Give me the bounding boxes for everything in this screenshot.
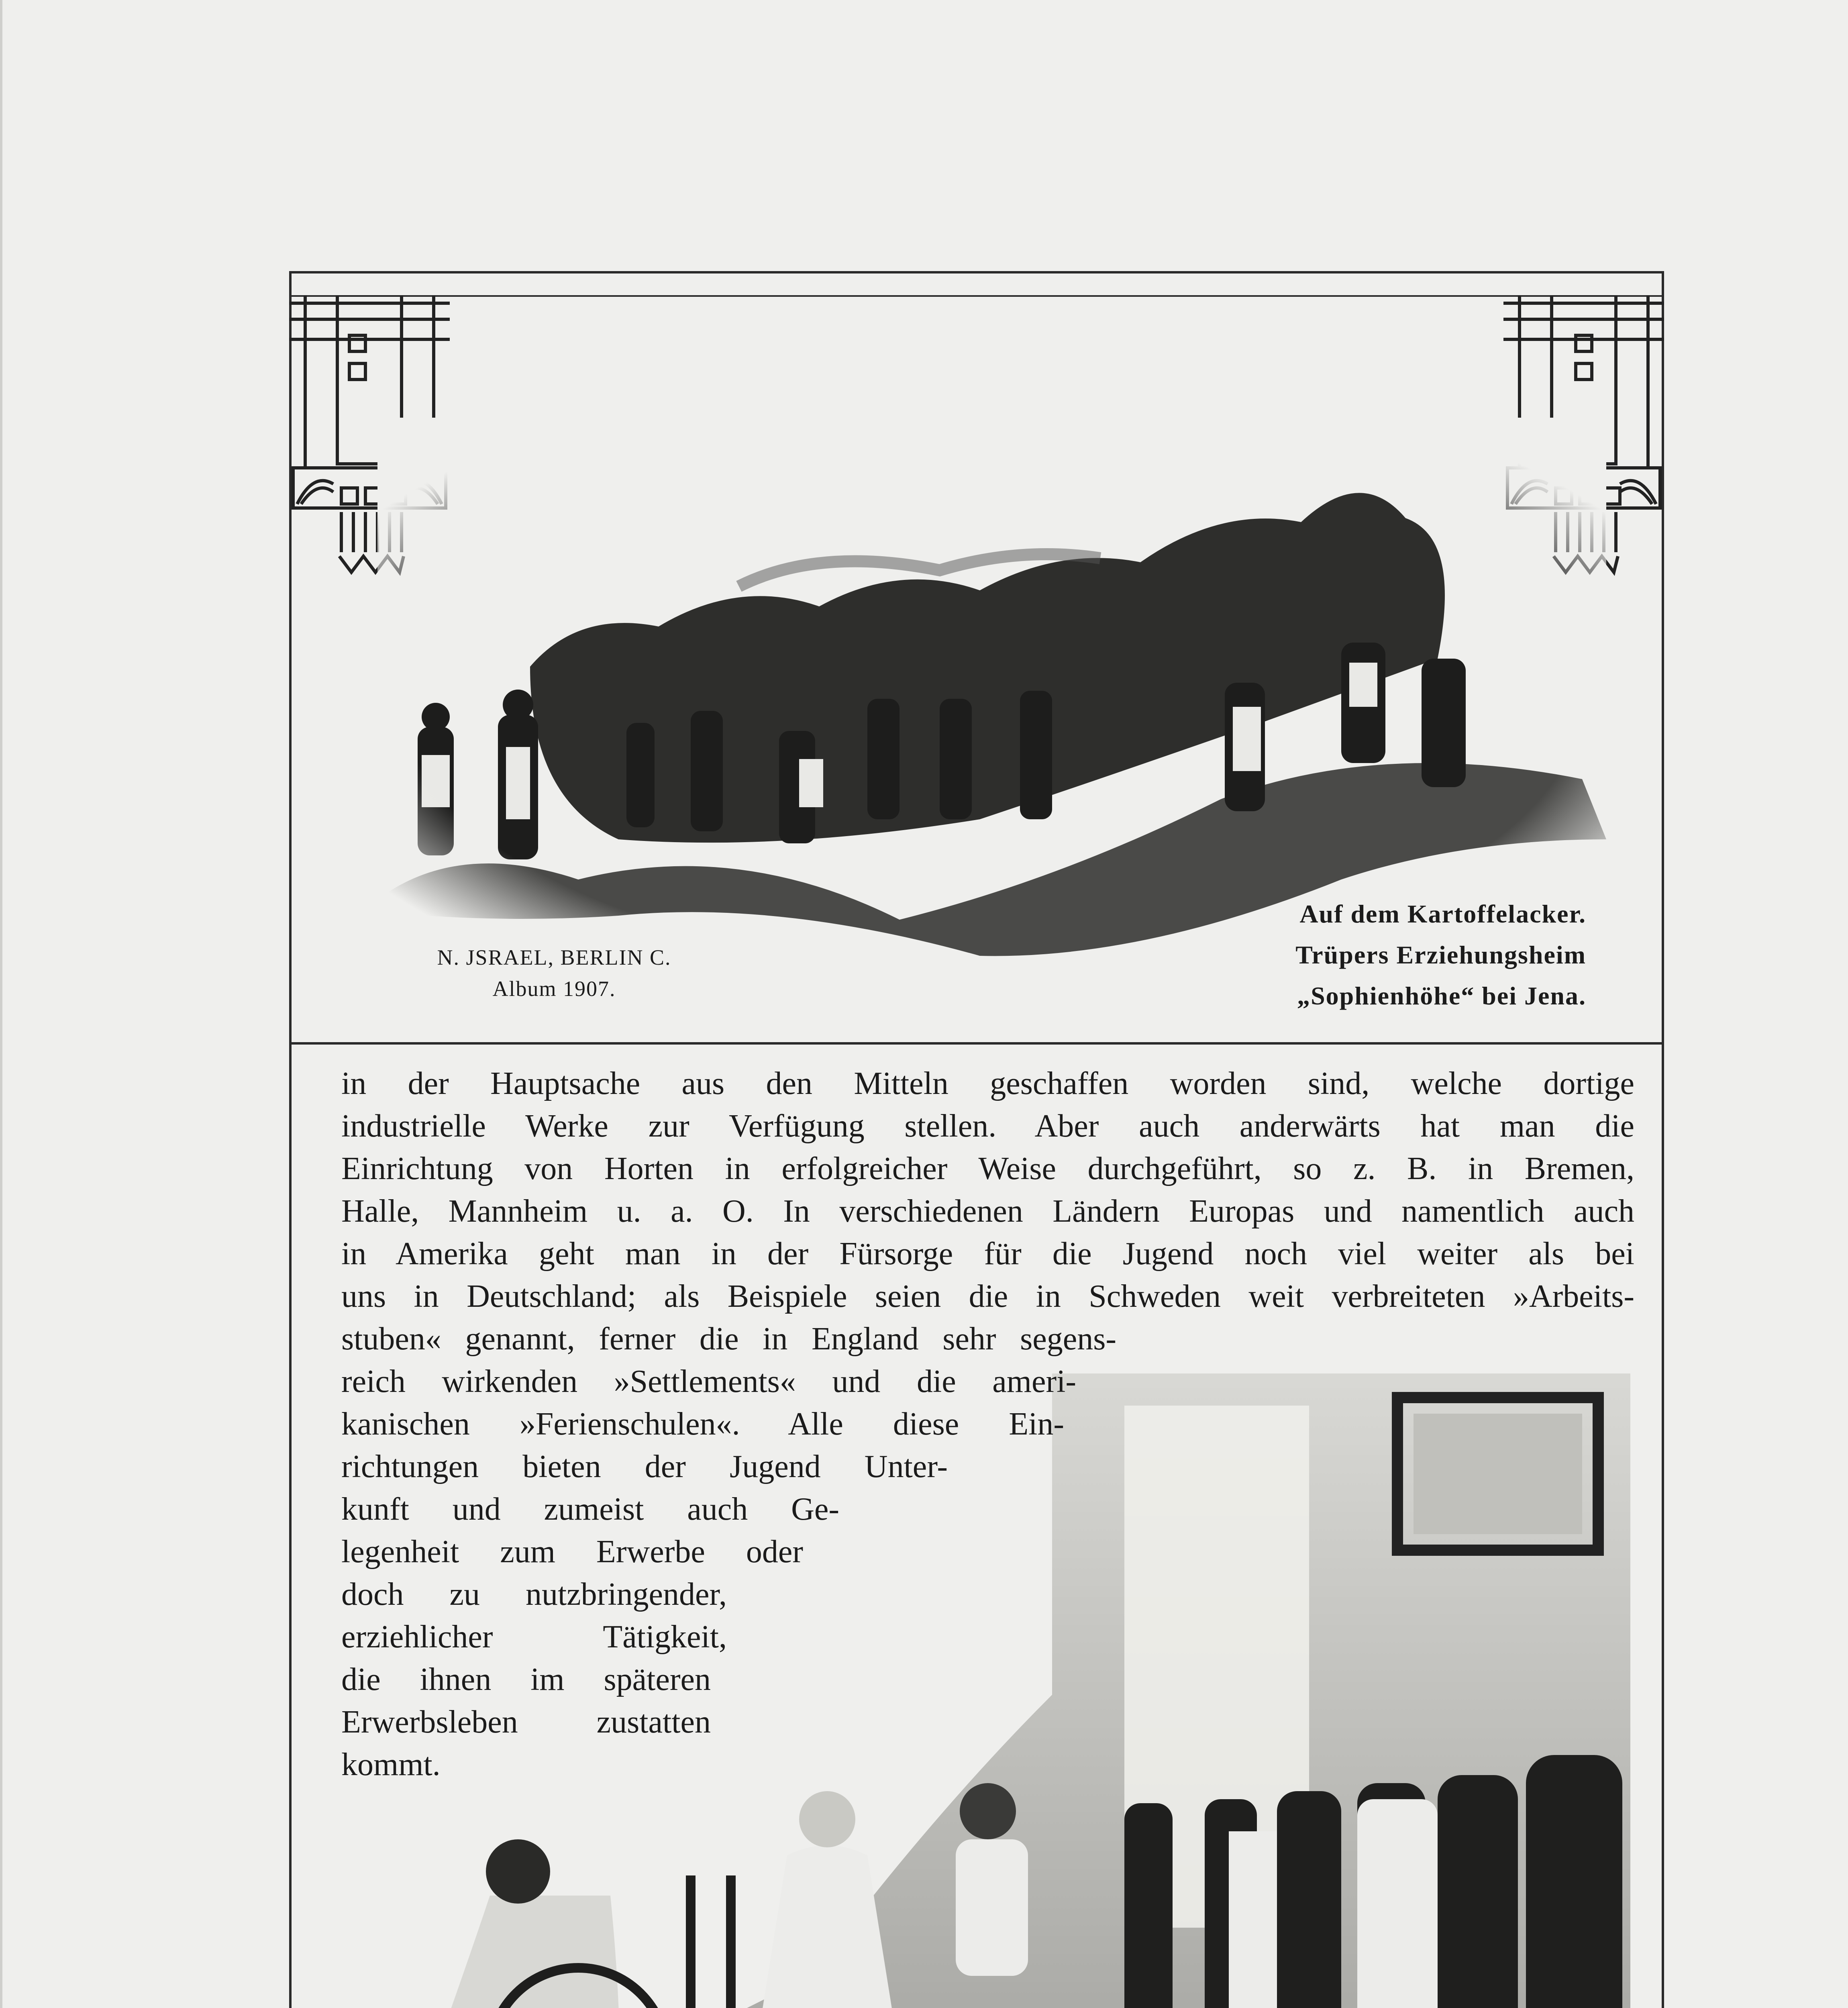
top-photo-caption-line: Trüpers Erziehungsheim bbox=[1295, 941, 1586, 969]
body-line: in der Hauptsache aus den Mitteln geschaffen worden sind, welche dortige bbox=[341, 1066, 1634, 1101]
body-line: erziehlicher Tätigkeit, bbox=[341, 1619, 727, 1655]
body-line: legenheit zum Erwerbe oder bbox=[341, 1534, 803, 1569]
body-line: kommt. bbox=[341, 1747, 441, 1782]
body-line: die ihnen im späteren bbox=[341, 1662, 711, 1697]
body-line: Einrichtung von Horten in erfolgreicher Weise durchgeführt, so z. B. in Bremen, bbox=[341, 1151, 1634, 1186]
frame-top-rule bbox=[289, 295, 1664, 297]
page-edge bbox=[0, 0, 2, 2008]
body-line: doch zu nutzbringender, bbox=[341, 1577, 727, 1612]
body-line: stuben« genannt, ferner die in England sehr segens- bbox=[341, 1321, 1116, 1357]
body-line: uns in Deutschland; als Beispiele seien die in Schweden weit verbreiteten »Arbeits- bbox=[341, 1279, 1634, 1314]
body-line: in Amerika geht man in der Fürsorge für die Jugend noch viel weiter als bei bbox=[341, 1236, 1634, 1271]
top-photo-credit-line: Album 1907. bbox=[492, 977, 616, 1001]
body-line: Halle, Mannheim u. a. O. In verschiedenen Ländern Europas und namentlich auch bbox=[341, 1194, 1634, 1229]
body-line: Erwerbsleben zustatten bbox=[341, 1704, 711, 1740]
top-photo-credit-line: N. JSRAEL, BERLIN C. bbox=[437, 945, 671, 969]
body-line: reich wirkenden »Settlements« und die ameri- bbox=[341, 1364, 1076, 1399]
body-line: industrielle Werke zur Verfügung stellen. Aber auch anderwärts hat man die bbox=[341, 1108, 1634, 1144]
body-line: kunft und zumeist auch Ge- bbox=[341, 1492, 839, 1527]
section-divider bbox=[289, 1042, 1664, 1045]
top-photo-caption-line: „Sophienhöhe“ bei Jena. bbox=[1297, 982, 1586, 1010]
body-line: kanischen »Ferienschulen«. Alle diese Ein- bbox=[341, 1406, 1064, 1442]
top-photo-caption bbox=[1116, 894, 1586, 1016]
body-text bbox=[341, 1062, 1634, 1786]
top-photo-credit bbox=[410, 942, 699, 1004]
body-line: richtungen bieten der Jugend Unter- bbox=[341, 1449, 948, 1484]
top-photo-caption-line: Auf dem Kartoffelacker. bbox=[1299, 900, 1586, 928]
